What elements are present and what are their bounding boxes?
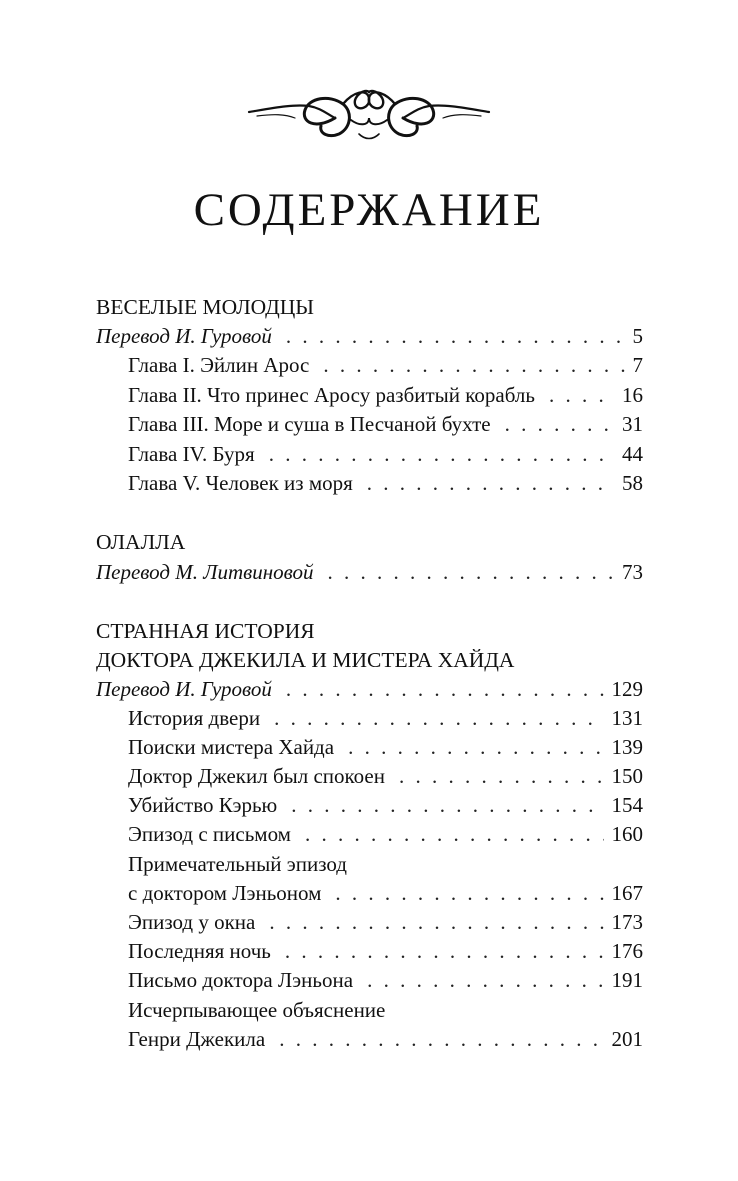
entry-page: 139 — [611, 735, 643, 759]
entry-page: 44 — [622, 442, 643, 466]
dot-leader — [279, 1025, 603, 1053]
dot-leader — [367, 469, 614, 497]
section-title: СТРАННАЯ ИСТОРИЯ — [96, 619, 315, 643]
section-title: ДОКТОРА ДЖЕКИЛА И МИСТЕРА ХАЙДА — [96, 648, 515, 672]
page-title: СОДЕРЖАНИЕ — [193, 184, 545, 236]
toc-entry — [128, 820, 643, 848]
section-title: ОЛАЛЛА — [96, 530, 186, 554]
entry-page: 5 — [632, 324, 643, 348]
dot-leader — [269, 908, 603, 936]
entry-title: Глава I. Эйлин Арос — [128, 353, 310, 377]
entry-page: 73 — [622, 560, 643, 584]
toc-entry-translator — [96, 675, 643, 703]
toc-entry — [128, 908, 643, 936]
toc-entry — [128, 966, 643, 994]
toc-entry — [128, 1025, 643, 1053]
dot-leader — [335, 879, 603, 907]
toc-entry — [128, 704, 643, 732]
entry-page: 201 — [611, 1027, 643, 1051]
toc-entry — [128, 762, 643, 790]
entry-title-first-line: Исчерпывающее объяснение — [128, 998, 386, 1022]
toc-entry — [128, 791, 643, 819]
entry-title: Эпизод у окна — [128, 910, 256, 934]
toc-entry — [128, 351, 643, 379]
entry-page: 176 — [611, 939, 643, 963]
entry-page: 58 — [622, 471, 643, 495]
toc-entry-translator — [96, 558, 643, 586]
entry-page: 31 — [622, 412, 643, 436]
entry-page: 191 — [611, 968, 643, 992]
entry-title: Перевод И. Гуровой — [96, 324, 272, 348]
entry-title: Глава IV. Буря — [128, 442, 255, 466]
entry-page: 131 — [611, 706, 643, 730]
toc-entry — [128, 440, 643, 468]
entry-page: 16 — [622, 383, 643, 407]
entry-title: История двери — [128, 706, 261, 730]
entry-title: Убийство Кэрью — [128, 793, 278, 817]
entry-page: 150 — [611, 764, 643, 788]
entry-page: 154 — [611, 793, 643, 817]
entry-title: Глава V. Человек из моря — [128, 471, 353, 495]
toc-entry — [128, 469, 643, 497]
entry-page: 7 — [632, 353, 643, 377]
dot-leader — [505, 410, 614, 438]
entry-page: 160 — [611, 822, 643, 846]
dot-leader — [285, 937, 604, 965]
entry-title: Глава III. Море и суша в Песчаной бухте — [128, 412, 491, 436]
entry-title: Последняя ночь — [128, 939, 271, 963]
toc-entry-translator — [96, 322, 643, 350]
toc-entry — [128, 879, 643, 907]
dot-leader — [274, 704, 603, 732]
entry-title: Генри Джекила — [128, 1027, 266, 1051]
entry-title: Доктор Джекил был спокоен — [128, 764, 385, 788]
entry-title: Перевод М. Литвиновой — [96, 560, 314, 584]
entry-title-first-line: Примечательный эпизод — [128, 852, 347, 876]
toc-entry — [128, 410, 643, 438]
dot-leader — [348, 733, 603, 761]
toc-entry — [128, 937, 643, 965]
entry-title: Перевод И. Гуровой — [96, 677, 272, 701]
entry-title: с доктором Лэньоном — [128, 881, 322, 905]
dot-leader — [399, 762, 604, 790]
entry-title: Эпизод с письмом — [128, 822, 291, 846]
entry-title: Поиски мистера Хайда — [128, 735, 335, 759]
dot-leader — [269, 440, 614, 468]
dot-leader — [367, 966, 603, 994]
dot-leader — [305, 820, 604, 848]
dot-leader — [286, 322, 625, 350]
entry-page: 167 — [611, 881, 643, 905]
entry-page: 129 — [611, 677, 643, 701]
dot-leader — [286, 675, 604, 703]
entry-page: 173 — [611, 910, 643, 934]
entry-title: Глава II. Что принес Аросу разбитый корабль — [128, 383, 535, 407]
dot-leader — [549, 381, 614, 409]
toc-entry — [128, 381, 643, 409]
dot-leader — [323, 351, 624, 379]
toc-entry — [128, 733, 643, 761]
section-title: ВЕСЕЛЫЕ МОЛОДЦЫ — [96, 295, 315, 319]
dot-leader — [328, 558, 615, 586]
entry-title: Письмо доктора Лэньона — [128, 968, 354, 992]
dot-leader — [291, 791, 603, 819]
